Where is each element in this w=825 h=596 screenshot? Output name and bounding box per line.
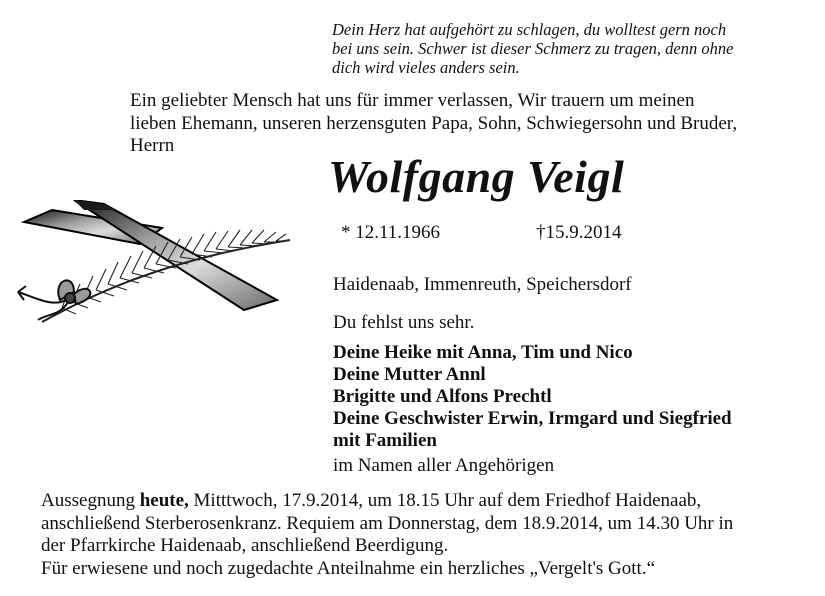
service-prefix: Aussegnung [41,490,140,511]
deceased-name: Wolfgang Veigl [328,151,625,202]
service-line [41,490,821,513]
poem [332,20,802,77]
places: Haidenaab, Immenreuth, Speichersdorf [333,274,632,295]
intro-text [130,90,810,158]
death-date: †15.9.2014 [536,222,622,243]
service-today: heute, [139,490,189,511]
behalf-text: im Namen aller Angehörigen [333,455,555,476]
service-line: anschließend Sterberosenkranz. Requiem am Donnerstag, dem 18.9.2014, um 14.30 Uhr in [41,512,734,534]
poem-line: bei uns sein. Schwer ist dieser Schmerz zu tragen, denn ohne [332,39,734,58]
miss-text: Du fehlst uns sehr. [333,312,475,333]
service-details [41,490,821,580]
mourner-line: Deine Mutter Annl [333,364,486,385]
service-rest: Mitttwoch, 17.9.2014, um 18.15 Uhr auf dem Friedhof Haidenaab, [188,490,702,511]
mourner-line: Deine Heike mit Anna, Tim und Nico [333,342,633,363]
service-line: der Pfarrkirche Haidenaab, anschließend Beerdigung. [41,535,449,556]
intro-line: lieben Ehemann, unseren herzensguten Papa, Sohn, Schwiegersohn und Bruder, [130,112,738,134]
poem-line: dich wird vieles anders sein. [332,58,520,77]
cross-with-palm-branch-and-bow-icon [12,200,297,330]
mourners-list [333,342,803,452]
intro-line: Herrn [130,135,175,156]
mourner-line: Brigitte und Alfons Prechtl [333,386,552,407]
mourner-line: Deine Geschwister Erwin, Irmgard und Siegfried [333,408,732,429]
thanks-line: Für erwiesene und noch zugedachte Anteilnahme ein herzliches „Vergelt's Gott.“ [41,557,656,579]
poem-line: Dein Herz hat aufgehört zu schlagen, du wolltest gern noch [332,20,727,39]
birth-date: * 12.11.1966 [341,222,441,243]
intro-line: Ein geliebter Mensch hat uns für immer verlassen, Wir trauern um meinen [130,90,695,111]
mourner-line: mit Familien [333,430,437,451]
